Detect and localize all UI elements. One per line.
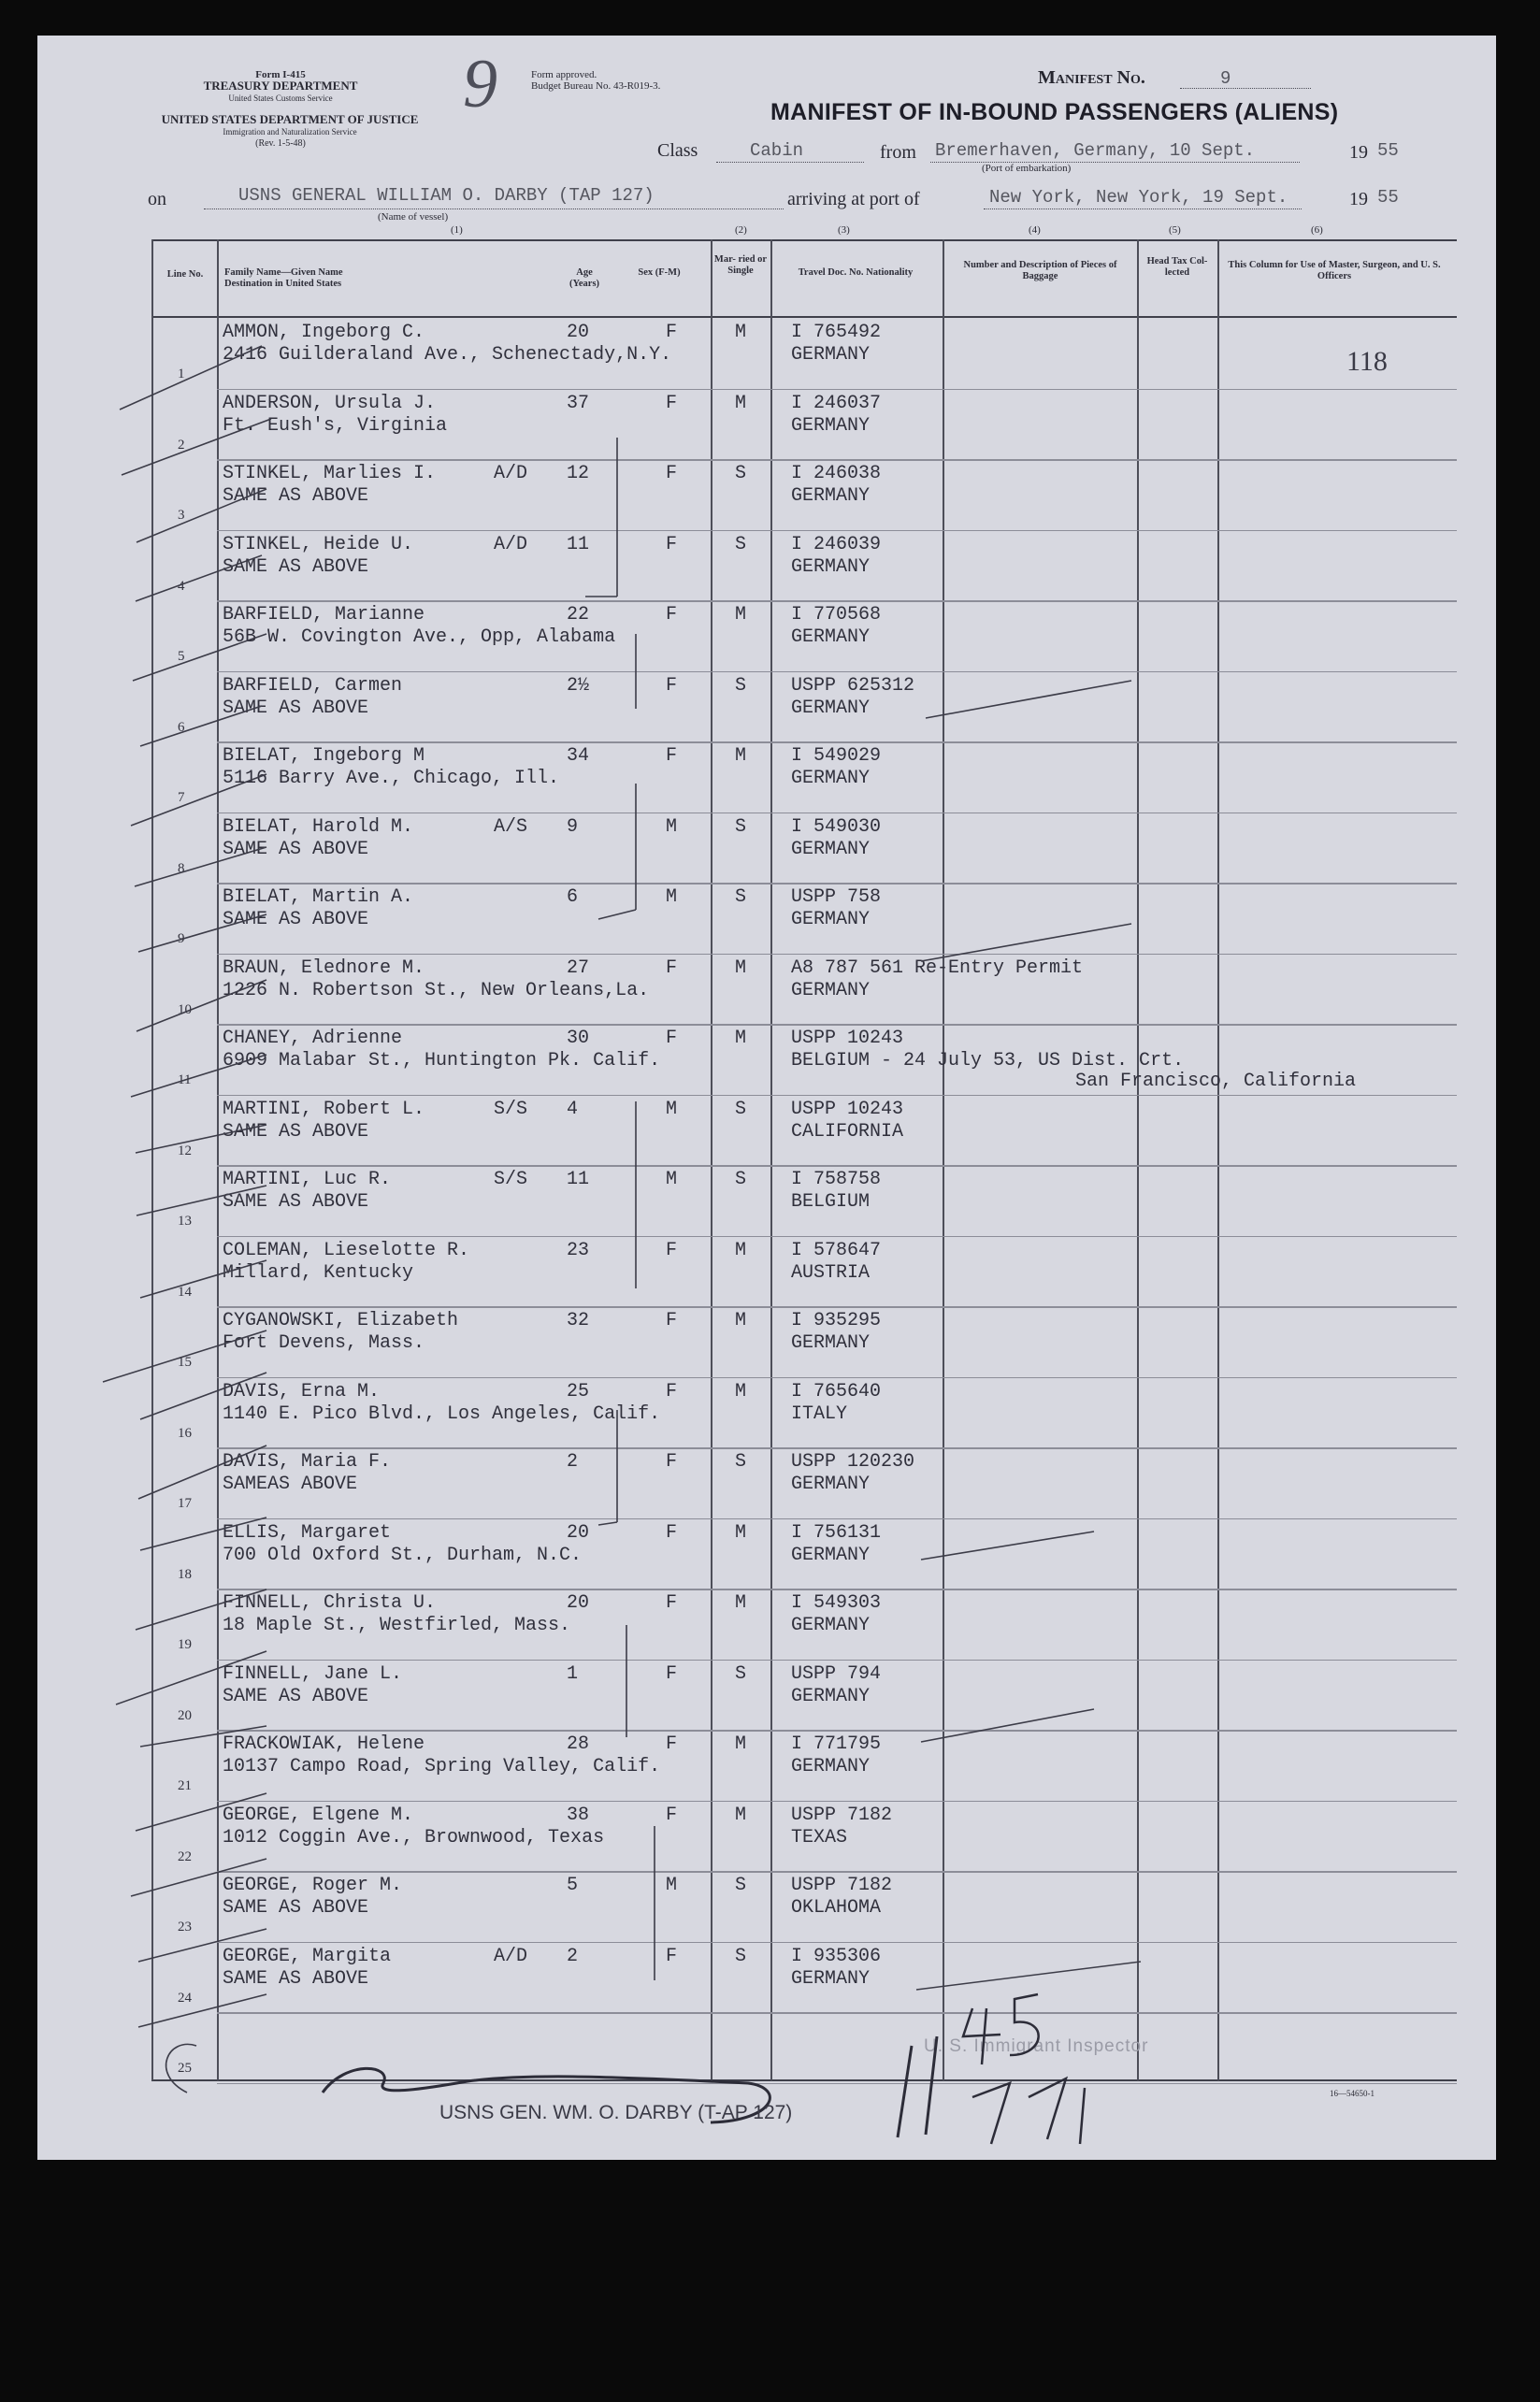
nationality: GERMANY bbox=[791, 1615, 871, 1636]
line-number: 25 bbox=[178, 2061, 192, 2076]
line-number: 20 bbox=[178, 1707, 192, 1723]
budget-number: Budget Bureau No. 43-R019-3. bbox=[531, 80, 661, 92]
destination-address: SAME AS ABOVE bbox=[223, 555, 369, 578]
vessel-caption: (Name of vessel) bbox=[378, 211, 449, 223]
destination-address: Millard, Kentucky bbox=[223, 1261, 414, 1284]
passenger-age: 25 bbox=[567, 1380, 590, 1402]
col-number-4: (4) bbox=[1029, 224, 1041, 236]
travel-document: I 246039 bbox=[791, 533, 882, 555]
relation-tag: S/S bbox=[494, 1098, 528, 1120]
line-number: 15 bbox=[178, 1355, 192, 1370]
class-value: Cabin bbox=[750, 140, 804, 161]
travel-document: A8 787 561 Re-Entry Permit bbox=[791, 956, 1084, 979]
travel-document: USPP 758 bbox=[791, 886, 882, 908]
passenger-age: 9 bbox=[567, 815, 579, 838]
nationality: GERMANY bbox=[791, 697, 871, 719]
passenger-sex: F bbox=[666, 1239, 678, 1261]
travel-document: USPP 10243 bbox=[791, 1098, 904, 1120]
passenger-sex: F bbox=[666, 1804, 678, 1826]
nationality: AUSTRIA bbox=[791, 1261, 871, 1284]
header-baggage: Number and Description of Pieces of Baggage bbox=[963, 260, 1117, 281]
passenger-sex: F bbox=[666, 533, 678, 555]
from-label: from bbox=[880, 142, 916, 163]
line-number: 7 bbox=[178, 790, 185, 805]
destination-address: 5116 Barry Ave., Chicago, Ill. bbox=[223, 768, 560, 789]
marital-status: M bbox=[735, 1804, 747, 1826]
destination-address: SAME AS ABOVE bbox=[223, 1967, 369, 1990]
handwritten-791-text bbox=[972, 2091, 1043, 2134]
travel-document: I 578647 bbox=[791, 1239, 882, 1261]
passenger-name: AMMON, Ingeborg C. bbox=[223, 322, 425, 343]
passenger-sex: M bbox=[666, 815, 678, 838]
marital-status: S bbox=[735, 1662, 747, 1685]
header-officers: This Column for Use of Master, Surgeon, and U. S. Officers bbox=[1228, 260, 1441, 281]
signature-text bbox=[327, 2053, 388, 2094]
passenger-sex: F bbox=[666, 1451, 678, 1473]
passenger-name: BARFIELD, Marianne bbox=[223, 604, 425, 626]
line-number: 12 bbox=[178, 1143, 192, 1158]
passenger-age: 23 bbox=[567, 1239, 590, 1261]
from-value: Bremerhaven, Germany, 10 Sept. bbox=[935, 140, 1256, 161]
travel-document: I 935306 bbox=[791, 1945, 882, 1967]
line-number: 21 bbox=[178, 1778, 192, 1793]
line-number: 10 bbox=[178, 1001, 192, 1017]
destination-address: SAME AS ABOVE bbox=[223, 697, 369, 719]
line-number: 23 bbox=[178, 1920, 192, 1935]
marital-status: M bbox=[735, 1028, 747, 1049]
line-number: 2 bbox=[178, 437, 185, 453]
destination-address: SAME AS ABOVE bbox=[223, 1191, 369, 1213]
marital-status: S bbox=[735, 1875, 747, 1896]
passenger-name: GEORGE, Roger M. bbox=[223, 1875, 403, 1896]
manifest-title: MANIFEST OF IN-BOUND PASSENGERS (ALIENS) bbox=[770, 99, 1339, 125]
line-number: 11 bbox=[178, 1072, 192, 1087]
destination-address: SAME AS ABOVE bbox=[223, 838, 369, 860]
class-label: Class bbox=[657, 140, 698, 161]
vessel-name: USNS GENERAL WILLIAM O. DARBY (TAP 127) bbox=[238, 185, 655, 206]
line-number: 3 bbox=[178, 508, 185, 523]
passenger-age: 28 bbox=[567, 1733, 590, 1755]
marital-status: S bbox=[735, 886, 747, 908]
marital-status: M bbox=[735, 1733, 747, 1755]
handwritten-45-text bbox=[972, 1997, 1020, 2040]
passenger-name: FRACKOWIAK, Helene bbox=[223, 1733, 425, 1755]
passenger-age: 34 bbox=[567, 745, 590, 767]
passenger-name: BIELAT, Ingeborg M bbox=[223, 745, 425, 767]
marital-status: S bbox=[735, 1451, 747, 1473]
relation-tag: A/D bbox=[494, 463, 528, 484]
travel-document: I 771795 bbox=[791, 1733, 882, 1755]
marital-status: S bbox=[735, 1098, 747, 1120]
line-number: 16 bbox=[178, 1425, 192, 1441]
dept-treasury: TREASURY DEPARTMENT bbox=[203, 79, 358, 93]
marital-status: M bbox=[735, 1310, 747, 1331]
manifest-sheet bbox=[37, 36, 1496, 2160]
nationality: CALIFORNIA bbox=[791, 1120, 904, 1143]
col-number-5: (5) bbox=[1169, 224, 1181, 236]
travel-document: I 756131 bbox=[791, 1521, 882, 1544]
marital-status: M bbox=[735, 392, 747, 414]
destination-address: 1140 E. Pico Blvd., Los Angeles, Calif. bbox=[223, 1402, 661, 1425]
nationality: GERMANY bbox=[791, 414, 871, 437]
line-number: 19 bbox=[178, 1637, 192, 1652]
travel-document: I 758758 bbox=[791, 1169, 882, 1190]
destination-address: SAME AS ABOVE bbox=[223, 485, 369, 507]
destination-address: 18 Maple St., Westfirled, Mass. bbox=[223, 1615, 571, 1636]
arrival-year-prefix: 19 bbox=[1349, 189, 1368, 209]
travel-document: I 246037 bbox=[791, 392, 882, 414]
line-number: 18 bbox=[178, 1566, 192, 1582]
passenger-age: 2½ bbox=[567, 674, 590, 697]
marital-status: M bbox=[735, 1239, 747, 1261]
line-number: 6 bbox=[178, 719, 185, 735]
destination-address: SAME AS ABOVE bbox=[223, 1685, 369, 1707]
passenger-age: 27 bbox=[567, 956, 590, 979]
passenger-sex: F bbox=[666, 604, 678, 626]
passenger-age: 4 bbox=[567, 1098, 579, 1120]
nationality: ITALY bbox=[791, 1402, 848, 1425]
passenger-sex: M bbox=[666, 1098, 678, 1120]
line-number: 4 bbox=[178, 578, 185, 594]
travel-document: USPP 10243 bbox=[791, 1028, 904, 1049]
nationality: GERMANY bbox=[791, 344, 871, 366]
passenger-age: 1 bbox=[567, 1662, 579, 1685]
nationality: GERMANY bbox=[791, 979, 871, 1001]
nationality: GERMANY bbox=[791, 1332, 871, 1354]
dept-justice: UNITED STATES DEPARTMENT OF JUSTICE bbox=[161, 112, 419, 126]
destination-address: 6909 Malabar St., Huntington Pk. Calif. bbox=[223, 1050, 661, 1072]
destination-address: SAME AS ABOVE bbox=[223, 1897, 369, 1919]
line-number: 8 bbox=[178, 860, 185, 876]
line-number: 9 bbox=[178, 931, 185, 946]
passenger-sex: F bbox=[666, 1028, 678, 1049]
nationality: GERMANY bbox=[791, 1544, 871, 1566]
marital-status: S bbox=[735, 533, 747, 555]
marital-status: S bbox=[735, 1945, 747, 1967]
dept-customs: United States Customs Service bbox=[228, 93, 333, 103]
nationality: GERMANY bbox=[791, 1685, 871, 1707]
nationality-continued: San Francisco, California bbox=[1075, 1071, 1357, 1092]
passenger-sex: F bbox=[666, 1662, 678, 1685]
passenger-name: BARFIELD, Carmen bbox=[223, 674, 403, 697]
nationality: GERMANY bbox=[791, 838, 871, 860]
marital-status: S bbox=[735, 463, 747, 484]
travel-document: I 549030 bbox=[791, 815, 882, 838]
relation-tag: S/S bbox=[494, 1169, 528, 1190]
col-number-3: (3) bbox=[838, 224, 850, 236]
arrival-year: 55 bbox=[1377, 187, 1399, 208]
destination-address: 2416 Guilderaland Ave., Schenectady,N.Y. bbox=[223, 344, 672, 366]
bottom-vessel-stamp: USNS GEN. WM. O. DARBY (T-AP 127) bbox=[439, 2102, 793, 2123]
marital-status: M bbox=[735, 1380, 747, 1402]
marital-status: M bbox=[735, 604, 747, 626]
col-number-2: (2) bbox=[735, 224, 747, 236]
nationality: GERMANY bbox=[791, 1967, 871, 1990]
passenger-name: COLEMAN, Lieselotte R. bbox=[223, 1239, 470, 1261]
destination-address: 10137 Campo Road, Spring Valley, Calif. bbox=[223, 1756, 661, 1777]
travel-document: I 549029 bbox=[791, 745, 882, 767]
travel-document: USPP 120230 bbox=[791, 1451, 915, 1473]
col-number-1: (1) bbox=[451, 224, 463, 236]
passenger-name: DAVIS, Maria F. bbox=[223, 1451, 392, 1473]
on-label: on bbox=[148, 189, 166, 209]
port-caption: (Port of embarkation) bbox=[982, 163, 1072, 174]
passenger-name: DAVIS, Erna M. bbox=[223, 1380, 381, 1402]
destination-address: 700 Old Oxford St., Durham, N.C. bbox=[223, 1544, 583, 1566]
nationality: GERMANY bbox=[791, 626, 871, 648]
passenger-sex: F bbox=[666, 1592, 678, 1614]
passenger-name: GEORGE, Margita bbox=[223, 1945, 392, 1967]
tick-lines bbox=[103, 346, 1141, 2093]
passenger-sex: F bbox=[666, 1945, 678, 1967]
header-travel-doc: Travel Doc. No. Nationality bbox=[798, 267, 914, 278]
nationality: GERMANY bbox=[791, 555, 871, 578]
header-married: Mar- ried or Single bbox=[713, 254, 768, 276]
travel-document: I 765492 bbox=[791, 322, 882, 343]
travel-document: I 765640 bbox=[791, 1380, 882, 1402]
passenger-sex: F bbox=[666, 1310, 678, 1331]
passenger-age: 20 bbox=[567, 322, 590, 343]
passenger-name: BIELAT, Martin A. bbox=[223, 886, 414, 908]
passenger-name: CYGANOWSKI, Elizabeth bbox=[223, 1310, 459, 1331]
destination-address: SAME AS ABOVE bbox=[223, 1120, 369, 1143]
form-code: 16—54650-1 bbox=[1330, 2089, 1374, 2098]
passenger-age: 2 bbox=[567, 1945, 579, 1967]
passenger-age: 2 bbox=[567, 1451, 579, 1473]
passenger-sex: F bbox=[666, 674, 678, 697]
line-number: 22 bbox=[178, 1848, 192, 1864]
pencil-tick-marks bbox=[37, 36, 1496, 2160]
from-year: 55 bbox=[1377, 140, 1399, 161]
passenger-name: FINNELL, Christa U. bbox=[223, 1592, 437, 1614]
marital-status: S bbox=[735, 1169, 747, 1190]
passenger-name: CHANEY, Adrienne bbox=[223, 1028, 403, 1049]
passenger-name: FINNELL, Jane L. bbox=[223, 1662, 403, 1685]
nationality: GERMANY bbox=[791, 1474, 871, 1495]
travel-document: USPP 7182 bbox=[791, 1875, 893, 1896]
passenger-name: GEORGE, Elgene M. bbox=[223, 1804, 414, 1826]
passenger-name: ANDERSON, Ursula J. bbox=[223, 392, 437, 414]
arrival-port: New York, New York, 19 Sept. bbox=[989, 187, 1288, 208]
travel-document: USPP 7182 bbox=[791, 1804, 893, 1826]
passenger-age: 30 bbox=[567, 1028, 590, 1049]
travel-document: I 246038 bbox=[791, 463, 882, 484]
form-approved: Form approved. bbox=[531, 69, 597, 80]
line-number: 17 bbox=[178, 1496, 192, 1511]
inspector-stamp: U. S. Immigrant Inspector bbox=[924, 2036, 1149, 2056]
passenger-sex: M bbox=[666, 1169, 678, 1190]
travel-document: USPP 625312 bbox=[791, 674, 915, 697]
passenger-age: 11 bbox=[567, 1169, 590, 1190]
dept-immigration: Immigration and Naturalization Service bbox=[223, 127, 357, 137]
marital-status: M bbox=[735, 322, 747, 343]
form-revision: (Rev. 1-5-48) bbox=[255, 138, 306, 149]
destination-address: Fort Devens, Mass. bbox=[223, 1332, 425, 1354]
passenger-sex: F bbox=[666, 1380, 678, 1402]
header-age: Age (Years) bbox=[569, 267, 600, 289]
nationality: BELGIUM - 24 July 53, US Dist. Crt. bbox=[791, 1050, 1185, 1072]
line-number: 5 bbox=[178, 649, 185, 664]
handwritten-11-text bbox=[886, 2044, 957, 2109]
arriving-label: arriving at port of bbox=[787, 189, 920, 209]
header-head-tax: Head Tax Col- lected bbox=[1146, 256, 1208, 278]
marital-status: M bbox=[735, 1521, 747, 1544]
form-number: Form I-415 bbox=[255, 69, 306, 80]
passenger-age: 20 bbox=[567, 1521, 590, 1544]
marital-status: M bbox=[735, 745, 747, 767]
passenger-age: 20 bbox=[567, 1592, 590, 1614]
nationality: GERMANY bbox=[791, 485, 871, 507]
header-line-no: Line No. bbox=[166, 269, 204, 280]
handwritten-number: 9 bbox=[463, 46, 497, 122]
passenger-name: MARTINI, Robert L. bbox=[223, 1098, 425, 1120]
passenger-age: 11 bbox=[567, 533, 590, 555]
passenger-name: BIELAT, Harold M. bbox=[223, 815, 414, 838]
passenger-name: ELLIS, Margaret bbox=[223, 1521, 392, 1544]
nationality: OKLAHOMA bbox=[791, 1897, 882, 1919]
travel-document: I 770568 bbox=[791, 604, 882, 626]
passenger-age: 32 bbox=[567, 1310, 590, 1331]
destination-address: 56B W. Covington Ave., Opp, Alabama bbox=[223, 626, 616, 648]
line-number: 24 bbox=[178, 1990, 192, 2006]
line-number: 1 bbox=[178, 367, 185, 381]
manifest-label: Manifest No. bbox=[1038, 67, 1145, 88]
passenger-sex: M bbox=[666, 1875, 678, 1896]
line-number: 13 bbox=[178, 1214, 192, 1229]
officer-annotation: 118 bbox=[1346, 346, 1388, 377]
passenger-age: 38 bbox=[567, 1804, 590, 1826]
passenger-sex: F bbox=[666, 956, 678, 979]
col-number-6: (6) bbox=[1311, 224, 1323, 236]
relation-tag: A/S bbox=[494, 815, 528, 838]
passenger-sex: F bbox=[666, 1733, 678, 1755]
travel-document: I 549303 bbox=[791, 1592, 882, 1614]
passenger-age: 6 bbox=[567, 886, 579, 908]
header-sex: Sex (F-M) bbox=[638, 267, 681, 278]
header-family-name: Family Name—Given Name bbox=[224, 267, 343, 278]
travel-document: I 935295 bbox=[791, 1310, 882, 1331]
line-number: 14 bbox=[178, 1284, 192, 1300]
nationality: GERMANY bbox=[791, 1756, 871, 1777]
destination-address: 1012 Coggin Ave., Brownwood, Texas bbox=[223, 1826, 605, 1848]
relation-tag: A/D bbox=[494, 1945, 528, 1967]
destination-address: 1226 N. Robertson St., New Orleans,La. bbox=[223, 979, 650, 1001]
passenger-sex: F bbox=[666, 463, 678, 484]
from-year-prefix: 19 bbox=[1349, 142, 1368, 163]
passenger-age: 22 bbox=[567, 604, 590, 626]
nationality: GERMANY bbox=[791, 909, 871, 930]
passenger-name: MARTINI, Luc R. bbox=[223, 1169, 392, 1190]
destination-address: SAMEAS ABOVE bbox=[223, 1474, 358, 1495]
passenger-age: 5 bbox=[567, 1875, 579, 1896]
destination-address: Ft. Eush's, Virginia bbox=[223, 414, 448, 437]
passenger-sex: M bbox=[666, 886, 678, 908]
relation-tag: A/D bbox=[494, 533, 528, 555]
nationality: TEXAS bbox=[791, 1826, 848, 1848]
passenger-name: STINKEL, Heide U. bbox=[223, 533, 414, 555]
passenger-sex: F bbox=[666, 745, 678, 767]
marital-status: S bbox=[735, 674, 747, 697]
passenger-name: STINKEL, Marlies I. bbox=[223, 463, 437, 484]
travel-document: USPP 794 bbox=[791, 1662, 882, 1685]
marital-status: M bbox=[735, 1592, 747, 1614]
passenger-name: BRAUN, Elednore M. bbox=[223, 956, 425, 979]
header-destination: Destination in United States bbox=[224, 279, 342, 289]
destination-address: SAME AS ABOVE bbox=[223, 909, 369, 930]
nationality: GERMANY bbox=[791, 768, 871, 789]
passenger-sex: F bbox=[666, 392, 678, 414]
marital-status: M bbox=[735, 956, 747, 979]
passenger-age: 12 bbox=[567, 463, 590, 484]
passenger-age: 37 bbox=[567, 392, 590, 414]
manifest-number: 9 bbox=[1220, 68, 1231, 89]
nationality: BELGIUM bbox=[791, 1191, 871, 1213]
marital-status: S bbox=[735, 815, 747, 838]
passenger-sex: F bbox=[666, 1521, 678, 1544]
passenger-sex: F bbox=[666, 322, 678, 343]
